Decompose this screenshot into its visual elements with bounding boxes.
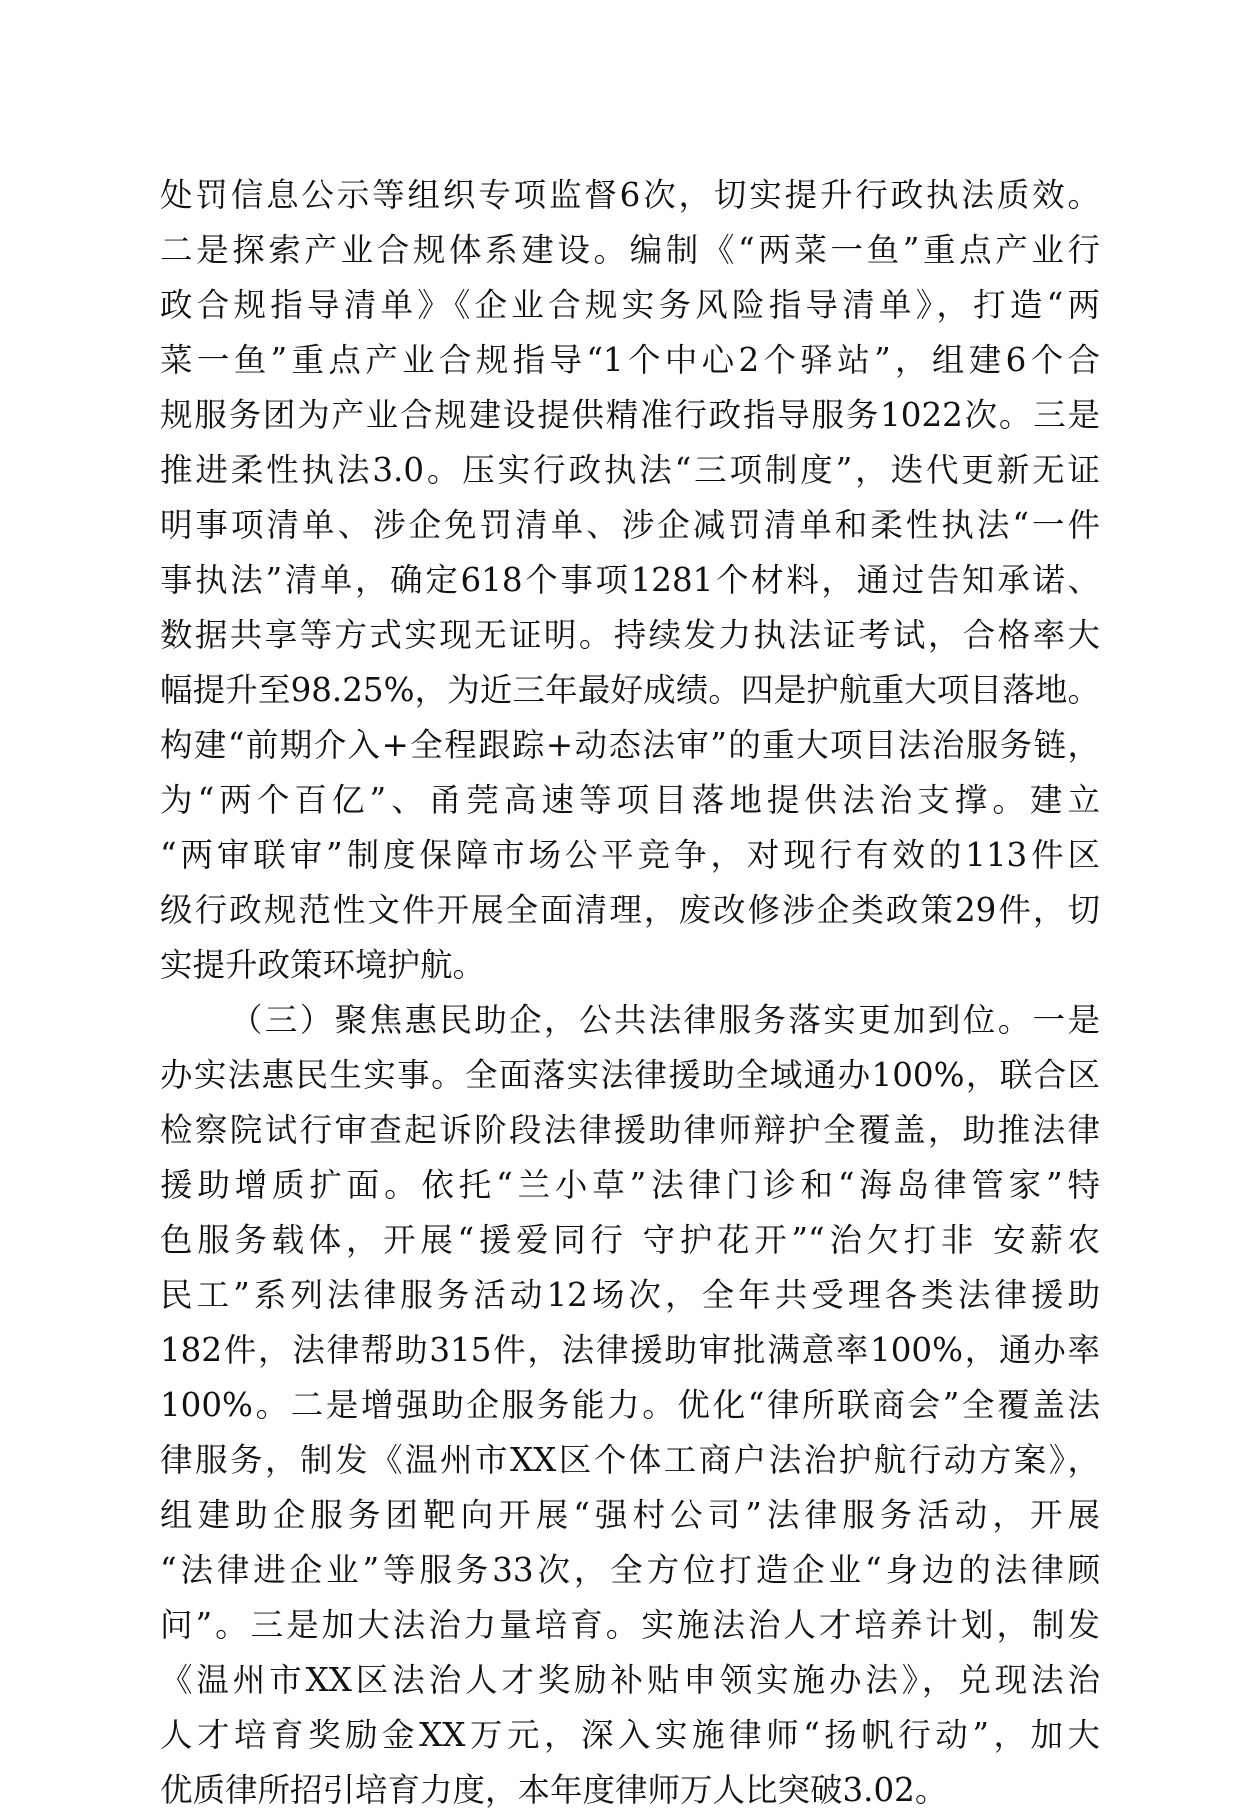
text-line: “两审联审”制度保障市场公平竞争，对现行有效的113件区 — [160, 836, 1100, 874]
text-line: 为“两个百亿”、甬莞高速等项目落地提供法治支撑。建立 — [160, 781, 1100, 819]
text-line: 问”。三是加大法治力量培育。实施法治人才培养计划，制发 — [160, 1606, 1100, 1644]
text-line: 处罚信息公示等组织专项监督6次，切实提升行政执法质效。 — [160, 176, 1100, 214]
text-line: 事执法”清单，确定618个事项1281个材料，通过告知承诺、 — [160, 561, 1100, 599]
text-line: 优质律所招引培育力度，本年度律师万人比突破3.02。 — [160, 1771, 948, 1809]
text-line: 182件，法律帮助315件，法律援助审批满意率100%，通办率 — [160, 1331, 1100, 1369]
text-line: 明事项清单、涉企免罚清单、涉企减罚清单和柔性执法“一件 — [160, 506, 1100, 544]
text-line: 办实法惠民生实事。全面落实法律援助全域通办100%，联合区 — [160, 1056, 1100, 1094]
section-heading-line: （三）聚焦惠民助企，公共法律服务落实更加到位。一是 — [230, 1001, 1100, 1039]
text-line: 级行政规范性文件开展全面清理，废改修涉企类政策29件，切 — [160, 891, 1100, 929]
text-line: 菜一鱼”重点产业合规指导“1个中心2个驿站”，组建6个合 — [160, 341, 1100, 379]
text-line: 律服务，制发《温州市XX区个体工商户法治护航行动方案》， — [160, 1441, 1100, 1479]
text-line: 援助增质扩面。依托“兰小草”法律门诊和“海岛律管家”特 — [160, 1166, 1100, 1204]
text-line: 数据共享等方式实现无证明。持续发力执法证考试，合格率大 — [160, 616, 1100, 654]
text-line: 人才培育奖励金XX万元，深入实施律师“扬帆行动”，加大 — [160, 1716, 1100, 1754]
text-line: 实提升政策环境护航。 — [160, 946, 486, 984]
text-line: 色服务载体，开展“援爱同行 守护花开”“治欠打非 安薪农 — [160, 1221, 1100, 1259]
text-line: “法律进企业”等服务33次，全方位打造企业“身边的法律顾 — [160, 1551, 1100, 1589]
text-line: 幅提升至98.25%，为近三年最好成绩。四是护航重大项目落地。 — [160, 671, 1100, 709]
text-line: 构建“前期介入+全程跟踪+动态法审”的重大项目法治服务链， — [160, 726, 1100, 764]
text-line: 政合规指导清单》《企业合规实务风险指导清单》，打造“两 — [160, 286, 1100, 324]
text-line: 组建助企服务团靶向开展“强村公司”法律服务活动，开展 — [160, 1496, 1100, 1534]
text-line: 100%。二是增强助企服务能力。优化“律所联商会”全覆盖法 — [160, 1386, 1100, 1424]
text-line: 规服务团为产业合规建设提供精准行政指导服务1022次。三是 — [160, 396, 1100, 434]
text-line: 推进柔性执法3.0。压实行政执法“三项制度”，迭代更新无证 — [160, 451, 1100, 489]
text-line: 《温州市XX区法治人才奖励补贴申领实施办法》，兑现法治 — [160, 1661, 1100, 1699]
text-line: 民工”系列法律服务活动12场次，全年共受理各类法律援助 — [160, 1276, 1100, 1314]
body-text — [160, 168, 1100, 1818]
text-line: 二是探索产业合规体系建设。编制《“两菜一鱼”重点产业行 — [160, 231, 1100, 269]
text-line: 检察院试行审查起诉阶段法律援助律师辩护全覆盖，助推法律 — [160, 1111, 1100, 1149]
